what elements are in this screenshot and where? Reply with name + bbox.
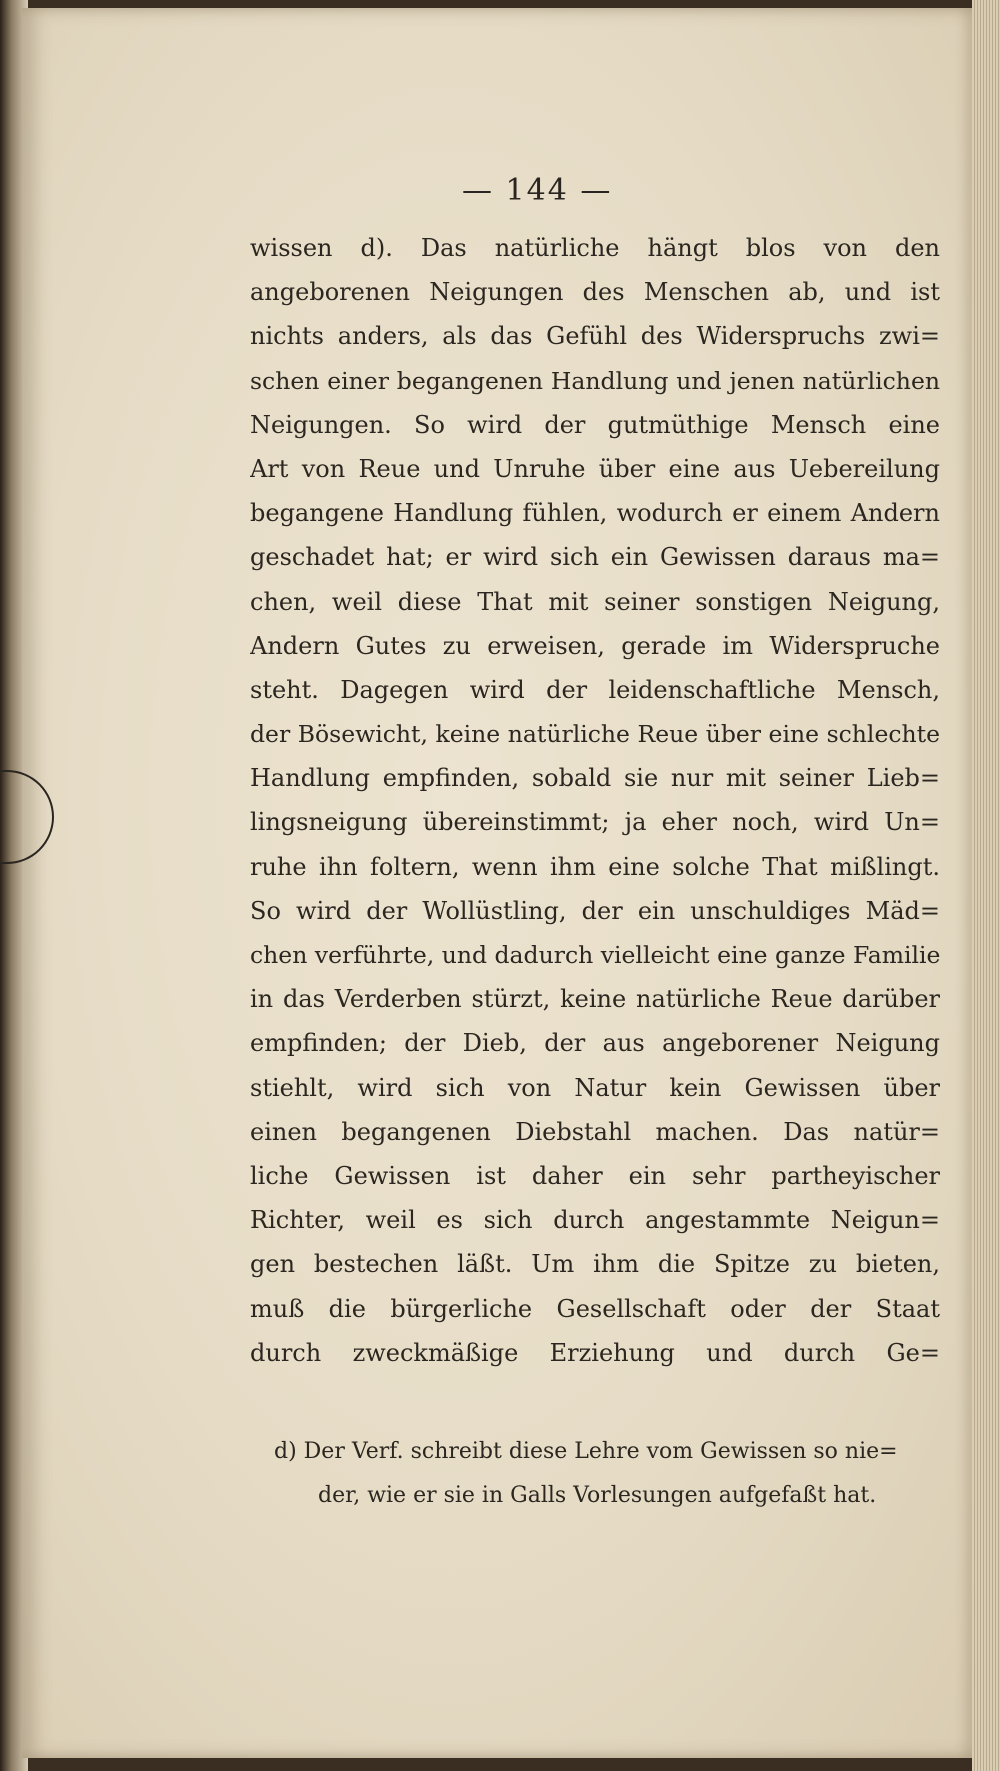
text-line: chen verführte, und dadurch vielleicht eine ganze Familie [250,941,940,969]
text-line: gen bestechen läßt. Um ihm die Spitze zu bieten, [250,1250,940,1279]
text-line: Richter, weil es sich durch angestammte Neigun= [250,1206,940,1235]
text-line: muß die bürgerliche Gesellschaft oder der Staat [250,1294,940,1323]
text-line: Art von Reue und Unruhe über eine aus Uebereilung [250,454,940,483]
text-line: Neigungen. So wird der gutmüthige Mensch eine [250,410,940,439]
text-line: begangene Handlung fühlen, wodurch er einem Andern [250,499,940,528]
text-line: in das Verderben stürzt, keine natürliche Reue darüber [250,985,940,1014]
footnote-line: d) Der Verf. schreibt diese Lehre vom Gewissen so nie= [274,1439,898,1464]
text-line: geschadet hat; er wird sich ein Gewissen daraus ma= [250,543,940,572]
footnote-line: der, wie er sie in Galls Vorlesungen aufgefaßt hat. [318,1483,877,1508]
text-line: chen, weil diese That mit seiner sonstigen Neigung, [250,587,940,616]
page-number: — 144 — [462,173,613,208]
body-text [250,226,940,1375]
text-line: So wird der Wollüstling, der ein unschuldiges Mäd= [250,896,940,925]
text-line: ruhe ihn foltern, wenn ihm eine solche That mißlingt. [250,852,940,881]
text-line: empfinden; der Dieb, der aus angeborener Neigung [250,1029,940,1058]
text-line: der Bösewicht, keine natürliche Reue über eine schlechte [250,720,940,749]
text-line: angeborenen Neigungen des Menschen ab, und ist [250,278,940,307]
text-line: steht. Dagegen wird der leidenschaftliche Mensch, [250,675,940,704]
page-stack-edge [972,0,1000,1771]
text-line: Handlung empfinden, sobald sie nur mit seiner Lieb= [250,764,940,793]
text-line: schen einer begangenen Handlung und jenen natürlichen [250,366,940,395]
text-line: lingsneigung übereinstimmt; ja eher noch, wird Un= [250,808,940,837]
footnote [274,1430,954,1518]
text-line: einen begangenen Diebstahl machen. Das natür= [250,1117,940,1146]
text-line: stiehlt, wird sich von Natur kein Gewissen über [250,1073,940,1102]
text-line: wissen d). Das natürliche hängt blos von den [250,234,940,262]
text-line: nichts anders, als das Gefühl des Widerspruchs zwi= [250,322,940,351]
text-line: Andern Gutes zu erweisen, gerade im Widerspruche [250,631,940,660]
text-line: liche Gewissen ist daher ein sehr partheyischer [250,1161,940,1190]
book-page [22,8,972,1758]
text-line: durch zweckmäßige Erziehung und durch Ge= [250,1338,940,1367]
